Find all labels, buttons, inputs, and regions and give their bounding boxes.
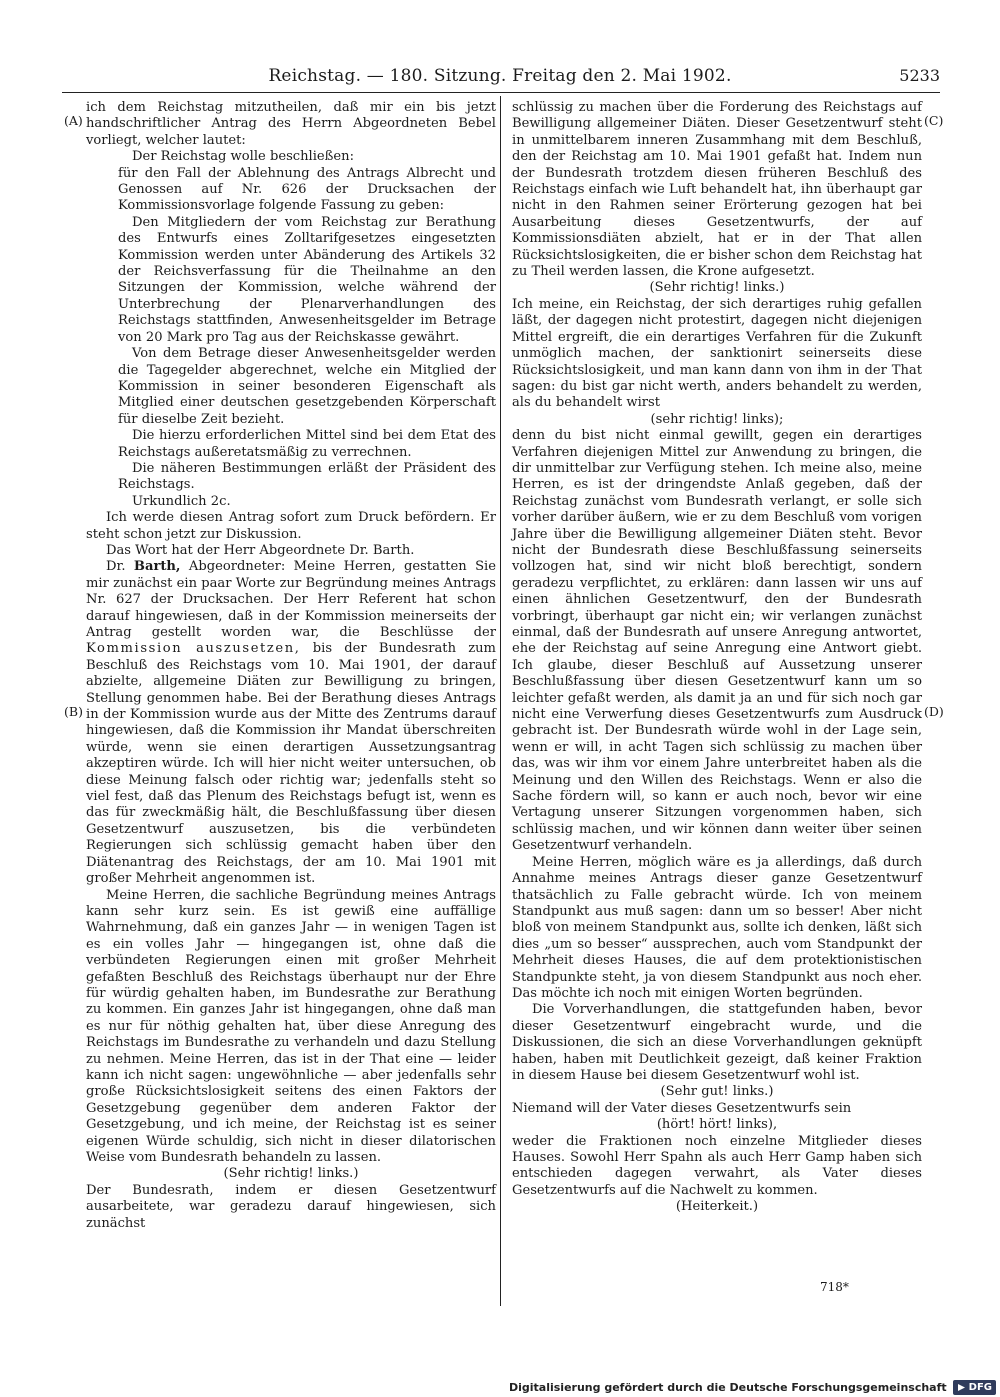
paragraph: Ich werde diesen Antrag sofort zum Druck befördern. Er steht schon jetzt zur Diskussion. (86, 510, 496, 542)
left-column (86, 100, 496, 1232)
speech-text: bis der Bundesrath zum Beschluß des Reichstags vom 10. Mai 1901, der darauf abzielte, allgemeine Diäten zur Bewilligung zu bringen, Stellung genommen habe. Bei der Berathung dieses Antrags in der Kommission wurde aus der Mitte des Zentrums darauf hingewiesen, daß die Kommission ihr Mandat überschreiten würde, wenn sie einen derartigen Aussetzungsantrag akzeptiren würde. Ich will hier nicht weiter untersuchen, ob diese Meinung falsch oder richtig war; jedenfalls steht so viel fest, daß das Plenum des Reichstags befugt ist, wenn es das für zweckmäßig hält, die Beschlußfassung über diesen Gesetzentwurf auszusetzen, bis die verbündeten Regierungen sich schlüssig gemacht haben über den Diätenantrag des Reichstags, der am 10. Mai 1901 mit großer Mehrheit angenommen ist. (86, 641, 496, 887)
margin-marker-d: (D) (924, 704, 944, 719)
header-rule (62, 92, 940, 93)
motion-paragraph: Den Mitgliedern der vom Reichstag zur Berathung des Entwurfs eines Zolltarifgesetzes eingesetzten Kommission werden unter Abänderung des Artikels 32 der Reichsverfassung für die Theilnahme an den Sitzungen der Kommission, welche während der Unterbrechung der Plenarverhandlungen des Reichstags stattfinden, Anwesenheitsgelder im Betrage von 20 Mark pro Tag aus der Reichskasse gewährt. (118, 214, 496, 345)
motion-text (86, 149, 496, 510)
header-title: Reichstag. — 180. Sitzung. Freitag den 2. Mai 1902. (268, 66, 732, 86)
paragraph: Das Wort hat der Herr Abgeordnete Dr. Barth. (106, 542, 415, 558)
interjection: (Heiterkeit.) (675, 1199, 759, 1215)
paragraph: Meine Herren, möglich wäre es ja allerdings, daß durch Annahme meines Antrags dieser ganze Gesetzentwurf thatsächlich zu Falle gebracht würde. Ich von meinem Standpunkt aus muß sagen: dann um so besser! Aber nicht bloß von meinem Standpunkt aus, sollte ich denken, läßt sich dies „um so besser“ aussprechen, auch vom Standpunkt der Mehrheit dieses Hauses, die auf dem protektionistischen Standpunkte steht, ja von diesem Standpunkt aus noch eher. Das möchte ich noch mit einigen Worten begründen. (512, 854, 922, 1001)
interjection: (Sehr richtig! links.) (223, 1166, 359, 1182)
page-header (60, 66, 940, 90)
footer (509, 1377, 1000, 1397)
dfg-logo (953, 1380, 996, 1395)
footer-text: Digitalisierung gefördert durch die Deutsche Forschungsgemeinschaft (508, 1380, 947, 1394)
motion-condition: für den Fall der Ablehnung des Antrags Albrecht und Genossen auf Nr. 626 der Drucksachen der Kommissionsvorlage folgende Fassung zu geben: (118, 165, 496, 214)
paragraph: schlüssig zu machen über die Forderung des Reichstags auf Bewilligung allgemeiner Diäten. Dieser Gesetzentwurf steht in unmittelbarem inneren Zusammhang mit dem Beschluß, den der Reichstag am 10. Mai 1901 gefaßt hat. Indem nun der Bundesrath trotzdem diesen früheren Beschluß des Reichstags einfach wie Luft behandelt hat, ihn überhaupt gar nicht in den Rahmen seiner Erörterung gezogen hat bei Ausarbeitung dieses Gesetzentwurfs, der auf Kommissionsdiäten abzielt, hat er in der That allen Rücksichtslosigkeiten, die er bisher schon dem Reichstag hat zu Theil werden lassen, die Krone aufgesetzt. (512, 100, 922, 280)
motion-paragraph: Die hierzu erforderlichen Mittel sind bei dem Etat des Reichstags außeretatsmäßig zu verrechnen. (118, 428, 496, 460)
spaced-emphasis: Kommission auszusetzen, (86, 641, 301, 657)
paragraph: weder die Fraktionen noch einzelne Mitglieder dieses Hauses. Sowohl Herr Spahn als auch Herr Gamp haben sich entschieden dagegen verwahrt, als Vater dieses Gesetzentwurfs auf die Nachwelt zu kommen. (512, 1133, 922, 1198)
column-divider (500, 96, 501, 1306)
margin-marker-c: (C) (924, 113, 944, 128)
paragraph: denn du bist nicht einmal gewillt, gegen ein derartiges Verfahren diejenigen Mittel zur Anwendung zu bringen, die dir unmittelbar zur Verfügung stehen. Ich meine also, meine Herren, es ist der dringendste Anlaß gegeben, daß der Reichstag zunächst vom Bundesrath verlangt, er solle sich vorher darüber äußern, wie er zu dem Beschluß vom vorigen Jahre über die Bewilligung allgemeiner Diäten steht. Bevor nicht der Bundesrath diese Beschlußfassung seinerseits vollzogen hat, sind wir nicht bloß berechtigt, sondern geradezu verpflichtet, zu erklären: dann lassen wir uns auf einen ähnlichen Gesetzentwurf, den der Bundesrath vorbringt, überhaupt gar nicht ein; wir verlangen zunächst einmal, daß der Bundesrath auf unsere Anregung antwortet, ehe der Reichstag auf seine Anregung eine Antwort giebt. Ich glaube, dieser Beschluß auf Aussetzung unserer Beschlußfassung über diesen Gesetzentwurf kann um so leichter gefaßt werden, als damit ja an und für sich noch gar nicht eine Verwerfung dieses Gesetzentwurfs zum Ausdruck gebracht ist. Der Bundesrath würde wohl in der Lage sein, wenn er will, in acht Tagen sich schlüssig zu machen über das, was wir ihm vor einem Jahre unterbreitet haben als die Meinung und den Willen des Reichstags. Wenn er also die Sache fördern will, so kann er auch noch, bevor wir eine Vertagung unserer Sitzungen vorgenommen haben, sich schlüssig machen, und wir können dann weiter über seinen Gesetzentwurf verhandeln. (512, 428, 922, 854)
motion-paragraph: Die näheren Bestimmungen erläßt der Präsident des Reichstags. (118, 460, 496, 493)
interjection: (Sehr gut! links.) (660, 1084, 774, 1100)
motion-heading: Der Reichstag wolle beschließen: (132, 149, 355, 165)
paragraph: Die Vorverhandlungen, die stattgefunden haben, bevor dieser Gesetzentwurf eingebracht wurde, und die Diskussionen, die sich an diese Vorverhandlungen geknüpft haben, haben mit Deutlichkeit gezeigt, daß keiner Fraktion in diesem Hause bei diesem Gesetzentwurf wohl ist. (512, 1002, 922, 1083)
motion-paragraph: Von dem Betrage dieser Anwesenheitsgelder werden die Tagegelder abgerechnet, welche ein Mitglied der Kommission in seiner besonderen Eigenschaft als Mitglied einer deutschen gesetzgebenden Körperschaft für dieselbe Zeit bezieht. (118, 346, 496, 427)
speech-paragraph (86, 559, 496, 887)
paragraph: ich dem Reichstag mitzutheilen, daß mir ein bis jetzt handschriftlicher Antrag des Herrn Abgeordneten Bebel vorliegt, welcher lautet: (86, 100, 496, 148)
paragraph: Der Bundesrath, indem er diesen Gesetzentwurf ausarbeitete, war geradezu darauf hingewiesen, sich zunächst (86, 1182, 496, 1231)
interjection: (hört! hört! links), (656, 1117, 778, 1133)
margin-marker-a: (A) (64, 113, 83, 128)
speaker-prefix: Dr. (106, 559, 126, 575)
speech-text: Abgeordneter: Meine Herren, gestatten Sie mir zunächst ein paar Worte zur Begründung meines Antrags Nr. 627 der Drucksachen. Der Herr Referent hat schon darauf hingewiesen, daß in der Kommission meinerseits der Antrag gestellt worden war, die Beschlüsse der (86, 559, 496, 640)
interjection: (sehr richtig! links); (650, 411, 784, 427)
paragraph: Ich meine, ein Reichstag, der sich derartiges ruhig gefallen läßt, der dagegen nicht protestirt, dagegen nicht diejenigen Mittel ergreift, die ein derartiges Verfahren für die Zukunft unmöglich machen, der sanktionirt seinerseits diese Rücksichtslosigkeit, und man kann dann von ihm in der That sagen: du bist gar nicht werth, anders behandelt zu werden, als du behandelt wirst (512, 296, 922, 411)
dfg-logo-text: DFG (968, 1381, 992, 1393)
signature-mark: 718* (820, 1280, 849, 1294)
right-column (512, 100, 922, 1216)
page-number: 5233 (899, 66, 940, 85)
speaker-name: Barth, (133, 559, 181, 575)
motion-closing: Urkundlich 2c. (132, 493, 231, 509)
paragraph: Meine Herren, die sachliche Begründung meines Antrags kann sehr kurz sein. Es ist gewiß eine auffällige Wahrnehmung, daß ein ganzes Jahr — in wenigen Tagen ist es ein volles Jahr — hingegangen ist, ohne daß die verbündeten Regierungen einen mit großer Mehrheit gefaßten Beschluß des Reichstags überhaupt nur der Ehre für würdig gehalten haben, im Bundesrathe zur Berathung zu kommen. Ein ganzes Jahr ist hingegangen, ohne daß man es nur für nöthig gehalten hat, über diese Anregung des Reichstags im Bundesrathe zu verhandeln und dazu Stellung zu nehmen. Meine Herren, das ist in der That eine — leider kann ich nicht sagen: ungewöhnliche — aber jedenfalls sehr große Rücksichtslosigkeit seitens des einen Faktors der Gesetzgebung gegenüber dem anderen Faktor der Gesetzgebung, und ich meine, der Reichstag ist es seiner eigenen Würde schuldig, sich nicht in dieser dilatorischen Weise vom Bundesrath behandeln zu lassen. (86, 887, 496, 1165)
dfg-arrow-icon (957, 1383, 966, 1392)
paragraph: Niemand will der Vater dieses Gesetzentwurfs sein (512, 1100, 852, 1116)
interjection: (Sehr richtig! links.) (649, 280, 785, 296)
margin-marker-b: (B) (64, 704, 83, 719)
